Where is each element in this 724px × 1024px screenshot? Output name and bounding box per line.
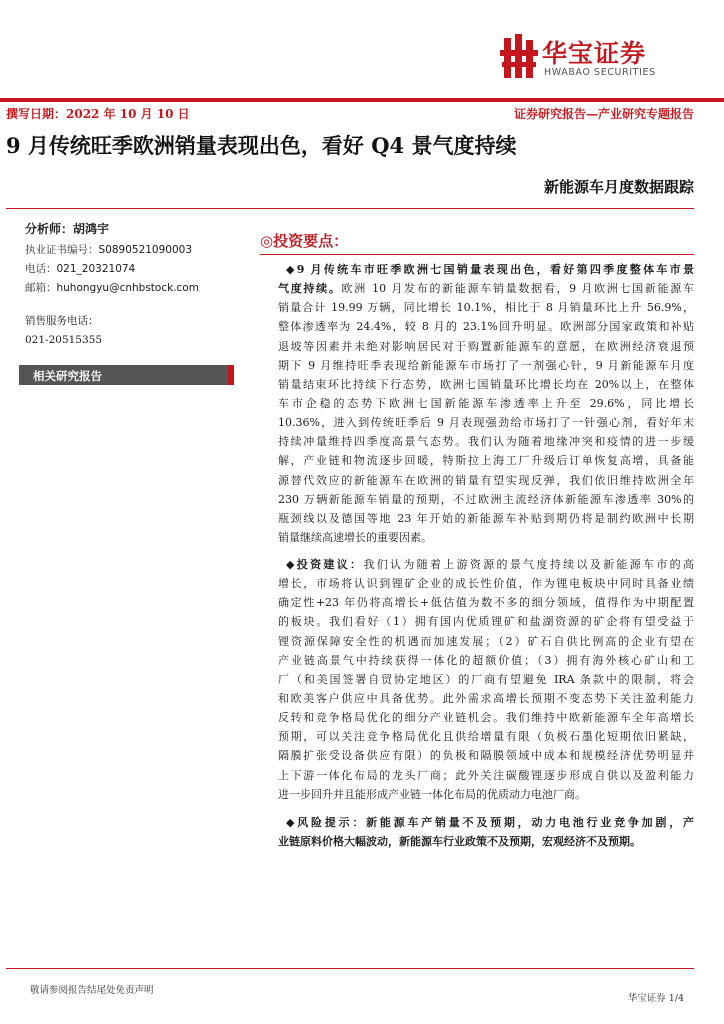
cert-line — [25, 241, 235, 260]
email-value[interactable]: huhongyu@cnhbstock.com — [56, 282, 199, 294]
para-line: 和欧美客户供应中具备优势。此外需求高增长预期不变态势下关注盈利能力 — [278, 691, 694, 705]
sales-block — [25, 312, 235, 350]
report-date: 撰写日期：2022 年 10 月 10 日 — [6, 107, 190, 121]
para-line: 持续冲量维持四季度高景气态势。我们认为随着地缘冲突和疫情的进一步缓 — [278, 435, 694, 449]
para-line: 销量结束环比持续下行态势，欧洲七国销量环比增长均在 20%以上，在整体 — [278, 377, 694, 391]
phone-label: 电话： — [25, 263, 57, 275]
analyst-label: 分析师： — [25, 222, 74, 236]
brand-name-en: HWABAO SECURITIES — [544, 67, 656, 78]
page-subtitle: 新能源车月度数据跟踪 — [543, 178, 694, 196]
header-bar — [0, 98, 724, 122]
cert-value: S0890521090003 — [98, 244, 193, 256]
para-line: 230 万辆新能源车销量的预期，不过欧洲主流经济体新能源车渗透率 30%的 — [278, 492, 694, 506]
para-line: 整体渗透率为 24.4%，较 8 月的 23.1%回升明显。欧洲部分国家政策和补贴 — [278, 320, 694, 334]
email-label: 邮箱： — [25, 282, 57, 294]
para-line: 10.36%，进入到传统旺季后 9 月表现强劲给市场打了一针强心剂，看好年末 — [278, 416, 694, 430]
sales-phone: 021-20515355 — [25, 334, 103, 346]
para-line: 厂（和美国签署自贸协定地区）的厂商有望避免 IRA 条款中的限制，将会 — [278, 672, 694, 686]
brand-logo — [500, 34, 700, 86]
para-line-text: 我们认为随着上游资源的景气度持续以及新能源车市的高 — [363, 558, 694, 571]
report-type: 证券研究报告—产业研究专题报告 — [513, 107, 694, 121]
key-points-divider — [260, 254, 694, 255]
para-line: 业链原料价格大幅波动，新能源车行业政策不及预期，宏观经济不及预期。 — [278, 835, 641, 849]
para-line: ◆投资建议：我们认为随着上游资源的景气度持续以及新能源车市的高 — [286, 558, 694, 571]
para-line: 隔膜扩张受设备供应有限）的负极和隔膜领域中成本和规模经济优势明显并 — [278, 749, 694, 763]
para-line: 锂资源保障安全性的机遇而加速发展；（2）矿石自供比例高的企业有望在 — [278, 634, 694, 648]
para-line: 销量合计 19.99 万辆，同比增长 10.1%，相比于 8 月销量环比上升 56.9%， — [278, 301, 694, 315]
analyst-info — [25, 220, 235, 350]
footer-page-number: 华宝证券 1/4 — [627, 993, 684, 1004]
footer-divider — [6, 968, 694, 969]
para-line: ◆9 月传统车市旺季欧洲七国销量表现出色，看好第四季度整体车市景 — [286, 263, 694, 276]
para-line: 源替代效应的新能源车在欧洲的销量有望实现反弹，我们依旧维持欧洲全年 — [278, 473, 694, 487]
para-line: 确定性+23 年仍将高增长+低估值为数不多的细分领域，值得作为中期配置 — [278, 596, 694, 610]
para-line: 产业链高景气中持续获得一体化的超额价值；（3）拥有海外核心矿山和工 — [278, 653, 694, 667]
related-reports-label: 相关研究报告 — [33, 369, 102, 383]
email-line — [25, 279, 235, 298]
para-line: 期下 9 月维持旺季表现给新能源车市场打了一剂强心针，9 月新能源车月度 — [278, 358, 694, 372]
para-line: 上下游一体化布局的龙头厂商；此外关注碳酸锂逐步形成自供以及盈利能力 — [278, 768, 694, 782]
para-line: 车市企稳的态势下欧洲七国新能源车渗透率上升至 29.6%，同比增长 — [278, 396, 694, 410]
paragraph-summary — [278, 260, 694, 547]
paragraph-risk-warning — [278, 813, 694, 851]
cert-label: 执业证书编号： — [25, 244, 99, 256]
hwabao-logo-icon — [500, 34, 538, 80]
para-line: 瓶颈线以及德国等地 23 年开始的新能源车补贴到期仍将是制约欧洲中长期 — [278, 511, 694, 525]
related-reports-header[interactable] — [19, 365, 234, 385]
para-line: 解，产业链和物流逐步回暖，特斯拉上海工厂升级后订单恢复高增，具备能 — [278, 454, 694, 468]
analyst-line — [25, 220, 235, 239]
analyst-name: 胡鸿宇 — [73, 222, 110, 236]
footer-disclaimer: 敬请参阅报告结尾处免责声明 — [30, 985, 154, 996]
paragraph-investment-advice — [278, 555, 694, 804]
para-line-text: 欧洲 10 月发布的新能源车销量数据看，9 月欧洲七国新能源车 — [341, 282, 694, 296]
para-line: 的板块。我们看好（1）拥有国内优质锂矿和盐湖资源的矿企将有望受益于 — [278, 615, 694, 629]
para-line: 销量继续高速增长的重要因素。 — [278, 530, 432, 544]
sales-label: 销售服务电话： — [25, 315, 99, 327]
key-points-heading: ◎投资要点： — [260, 232, 349, 250]
brand-name-cn: 华宝证券 — [542, 39, 647, 68]
phone-line — [25, 260, 235, 279]
page-title: 9 月传统旺季欧洲销量表现出色，看好 Q4 景气度持续 — [6, 133, 517, 158]
para-line: 退坡等因素并未绝对影响居民对于购置新能源车的意愿，在欧洲经济衰退预 — [278, 339, 694, 353]
para-line: 预期，可以关注竞争格局优化且供给增量有限（负极石墨化短期依旧紧缺， — [278, 730, 694, 744]
para-line: 进一步回升并且能形成产业链一体化布局的优质动力电池厂商。 — [278, 787, 586, 801]
para-line: 气度持续。欧洲 10 月发布的新能源车销量数据看，9 月欧洲七国新能源车 — [278, 282, 694, 296]
para-line: 增长，市场将认识到锂矿企业的成长性价值，作为锂电板块中同时具备业绩 — [278, 577, 694, 591]
phone-value: 021_20321074 — [56, 263, 136, 275]
para-line: 反转和竞争格局优化的细分产业链机会。我们维持中欧新能源车全年高增长 — [278, 711, 694, 725]
title-divider — [6, 208, 694, 209]
para-line: ◆风险提示：新能源车产销量不及预期，动力电池行业竞争加剧，产 — [286, 816, 694, 829]
